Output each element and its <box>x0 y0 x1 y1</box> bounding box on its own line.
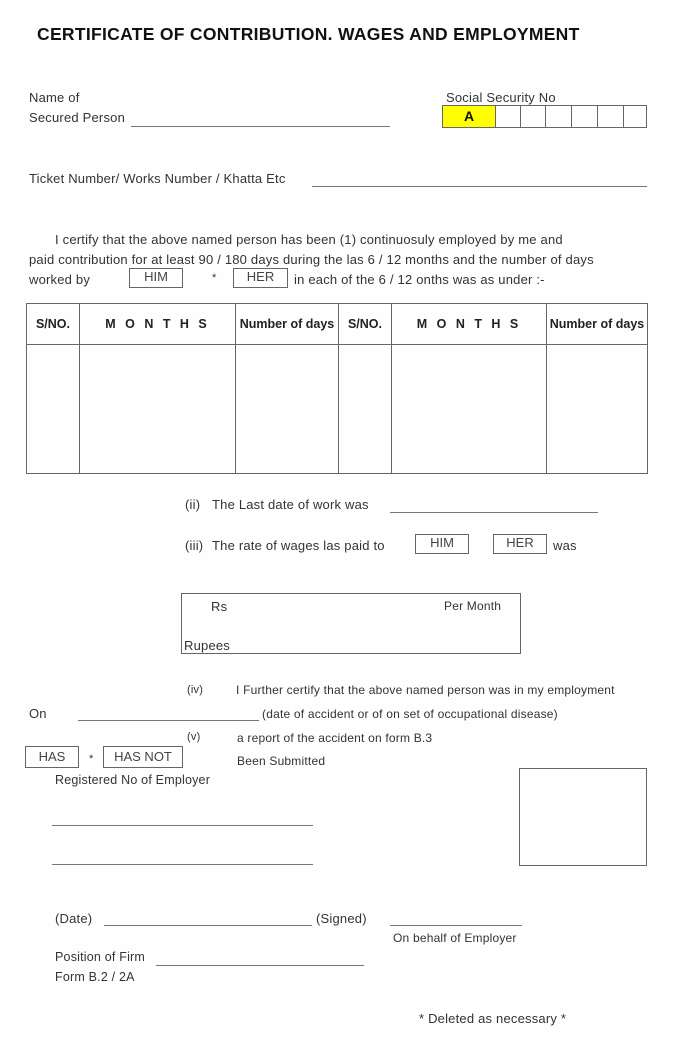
registered-no-label: Registered No of Employer <box>55 773 211 787</box>
certify-paragraph-line1: I certify that the above named person has been (1) continuosuly employed by me and <box>55 232 563 247</box>
item-iv-text: I Further certify that the above named person was in my employment <box>236 683 615 697</box>
wages-per-month-label: Per Month <box>444 599 502 613</box>
name-label-line1: Name of <box>29 90 80 105</box>
ticket-input-line[interactable] <box>312 186 647 187</box>
header-sno-1: S/NO. <box>27 304 80 345</box>
item-iv-number: (iv) <box>187 684 204 696</box>
wages-rs-label: Rs <box>211 599 228 614</box>
registered-no-line-1[interactable] <box>52 825 313 826</box>
ssn-cell-first[interactable]: A <box>442 105 496 128</box>
item-iii-text: The rate of wages las paid to <box>212 538 385 553</box>
certify-paragraph-line3b: in each of the 6 / 12 onths was as under :- <box>294 272 545 287</box>
accident-date-input-line[interactable] <box>78 720 259 721</box>
header-days-1: Number of days <box>236 304 339 345</box>
ssn-cell[interactable] <box>571 105 598 128</box>
item-iii-number: (iii) <box>185 538 204 553</box>
date-label: (Date) <box>55 911 93 926</box>
item-ii-number: (ii) <box>185 497 201 512</box>
header-months-2: M O N T H S <box>392 304 547 345</box>
item-ii-text: The Last date of work was <box>212 497 369 512</box>
table-cell[interactable] <box>392 345 547 474</box>
position-input-line[interactable] <box>156 965 364 966</box>
certify-paragraph-line2: paid contribution for at least 90 / 180 days during the las 6 / 12 months and the number of days <box>29 252 594 267</box>
him-option[interactable]: HIM <box>129 268 183 288</box>
item-v-number: (v) <box>187 731 201 743</box>
wages-amount-box[interactable] <box>181 593 521 654</box>
been-submitted-text: Been Submitted <box>237 754 326 768</box>
has-option[interactable]: HAS <box>25 746 79 768</box>
header-days-2: Number of days <box>547 304 648 345</box>
signed-label: (Signed) <box>316 911 367 926</box>
header-sno-2: S/NO. <box>339 304 392 345</box>
has-asterisk: * <box>89 753 94 765</box>
on-behalf-label: On behalf of Employer <box>393 931 517 945</box>
ssn-cell[interactable] <box>623 105 647 128</box>
has-not-option[interactable]: HAS NOT <box>103 746 183 768</box>
table-cell[interactable] <box>547 345 648 474</box>
table-cell[interactable] <box>27 345 80 474</box>
table-cell[interactable] <box>80 345 236 474</box>
ticket-label: Ticket Number/ Works Number / Khatta Etc <box>29 171 286 186</box>
footnote: * Deleted as necessary * <box>419 1011 567 1026</box>
position-label: Position of Firm <box>55 950 146 964</box>
table-row <box>27 345 648 474</box>
date-input-line[interactable] <box>104 925 312 926</box>
wages-him-option[interactable]: HIM <box>415 534 469 554</box>
form-label: Form B.2 / 2A <box>55 970 135 984</box>
on-suffix: (date of accident or of on set of occupational disease) <box>262 707 558 721</box>
item-v-text: a report of the accident on form B.3 <box>237 731 433 745</box>
ssn-cell[interactable] <box>545 105 572 128</box>
ssn-cell[interactable] <box>520 105 546 128</box>
on-label: On <box>29 706 47 721</box>
table-cell[interactable] <box>236 345 339 474</box>
stamp-box[interactable] <box>519 768 647 866</box>
item-iii-was: was <box>553 538 577 553</box>
ssn-cell[interactable] <box>495 105 521 128</box>
asterisk-mark: * <box>212 272 217 284</box>
days-worked-table <box>26 303 648 474</box>
table-cell[interactable] <box>339 345 392 474</box>
last-date-input-line[interactable] <box>390 512 598 513</box>
name-input-line[interactable] <box>131 126 390 127</box>
wages-her-option[interactable]: HER <box>493 534 547 554</box>
ssn-cell[interactable] <box>597 105 624 128</box>
registered-no-line-2[interactable] <box>52 864 313 865</box>
certify-paragraph-line3a: worked by <box>29 272 91 287</box>
her-option[interactable]: HER <box>233 268 288 288</box>
signature-line[interactable] <box>390 925 522 926</box>
header-months-1: M O N T H S <box>80 304 236 345</box>
page-title: CERTIFICATE OF CONTRIBUTION. WAGES AND EMPLOYMENT <box>37 24 580 44</box>
name-label-line2: Secured Person <box>29 110 126 125</box>
ssn-label: Social Security No <box>446 90 556 105</box>
wages-rupees-label: Rupees <box>184 638 231 653</box>
